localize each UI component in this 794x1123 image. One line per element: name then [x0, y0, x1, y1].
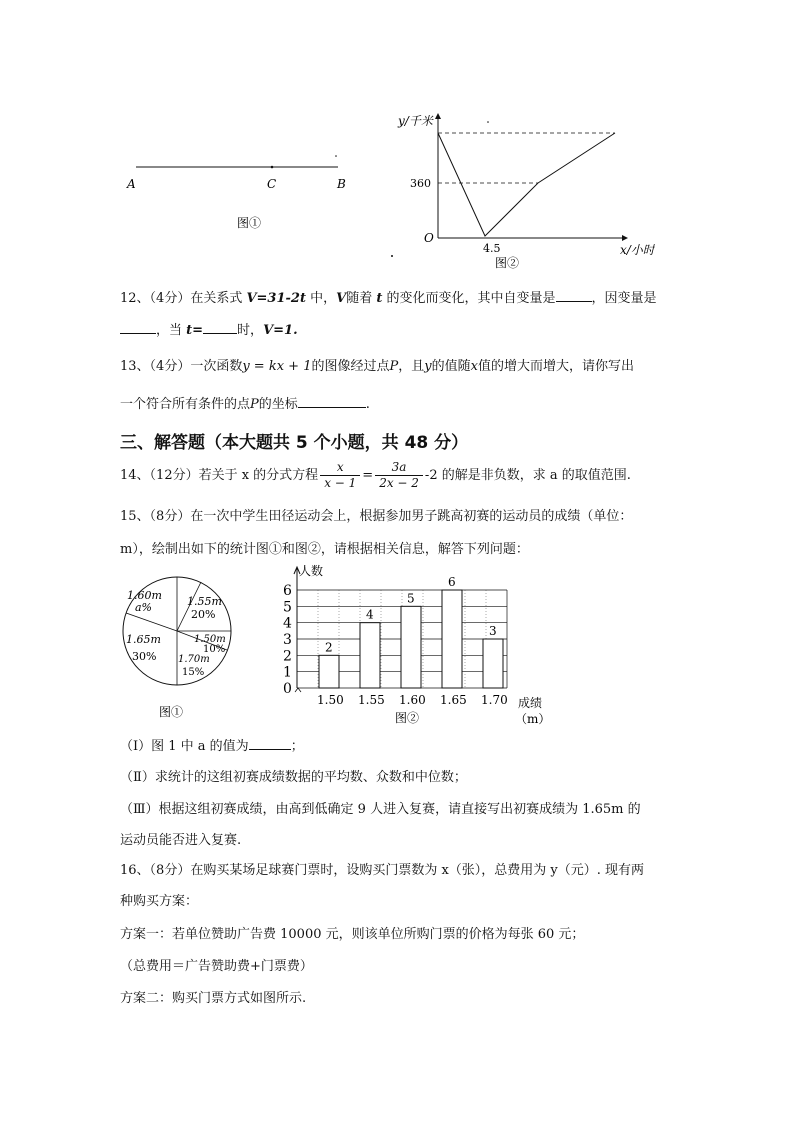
distance-curve — [438, 133, 615, 236]
bar-1.60 — [401, 606, 421, 688]
origin-label: O — [424, 231, 434, 245]
x-tick-1.50: 1.50 — [317, 693, 344, 707]
q16-plan-1: 方案一：若单位赞助广告费 10000 元，则该单位所购门票的价格为每张 60 元； — [120, 927, 585, 942]
label-c: C — [267, 177, 277, 191]
bar-caption: 图② — [395, 711, 420, 725]
q12-t: t — [376, 291, 383, 306]
x-tick-1.60: 1.60 — [399, 693, 426, 707]
bar-labels — [283, 575, 508, 707]
point-b-mark — [335, 155, 337, 157]
q14-frac2-den: 2x − 2 — [379, 476, 419, 490]
pie-label-165: 1.65m — [126, 633, 161, 646]
q13-line-1 — [120, 358, 634, 376]
y-tick-4: 4 — [283, 615, 292, 632]
x-tick-1.70: 1.70 — [481, 693, 508, 707]
q12-blank-1[interactable] — [556, 289, 592, 302]
bar-xunit: （m） — [515, 712, 551, 726]
q12-text6: 时， — [237, 323, 264, 338]
bar-1.65 — [442, 590, 462, 688]
pie-caption: 图① — [159, 705, 184, 719]
q13-p: P — [389, 359, 399, 374]
q15-blank-a[interactable] — [249, 737, 291, 750]
q12-line-1 — [120, 289, 657, 308]
y-tick-6: 6 — [283, 583, 292, 599]
q14-prefix: 14、（12分）若关于 x 的分式方程 — [120, 468, 319, 483]
figure-1-segment — [120, 150, 360, 245]
q14-frac1-num: x — [320, 460, 360, 476]
q13-y: y — [424, 359, 432, 374]
q13-line2-p: P — [250, 397, 259, 412]
stray-dot-2 — [391, 255, 393, 257]
section-3-title: 三、解答题（本大题共 5 个小题，共 48 分） — [120, 433, 469, 453]
q16-plan-1-note: （总费用＝广告赞助费+门票费） — [120, 959, 313, 974]
q15-part-3-line-1: （Ⅲ）根据这组初赛成绩，由高到低确定 9 人进入复赛，请直接写出初赛成绩为 1.65m 的 — [120, 802, 641, 817]
pie-label-150: 1.50m — [194, 634, 226, 645]
y-tick-2: 2 — [283, 648, 292, 665]
pie-label-160: 1.60m — [127, 589, 162, 602]
q12-text3: 的变化而变化，其中自变量是 — [382, 291, 556, 306]
y-axis-label: y/千米 — [398, 114, 433, 128]
q15-part-2: （Ⅱ）求统计的这组初赛成绩数据的平均数、众数和中位数； — [120, 770, 467, 785]
y-tick-1: 1 — [283, 664, 292, 681]
figure-1-caption: 图① — [237, 216, 262, 230]
q14-tail: -2 的解是非负数，求 a 的取值范围. — [424, 468, 631, 483]
x-tick-1.65: 1.65 — [440, 693, 467, 707]
pie-chart — [115, 575, 245, 725]
figure-2-caption: 图② — [495, 256, 520, 270]
bar-value-1.50: 2 — [325, 640, 333, 655]
q15-line-2: m），绘制出如下的统计图①和图②，请根据相关信息，解答下列问题： — [120, 542, 529, 557]
label-a: A — [127, 177, 136, 191]
pie-divider-4 — [126, 613, 177, 631]
q15-part1-a: （Ⅰ）图 1 中 a 的值为 — [120, 739, 249, 754]
q14-fraction-2 — [375, 460, 423, 491]
q14-frac1-den: x − 1 — [324, 476, 357, 490]
q12-formula: V=31-2t — [246, 291, 306, 306]
figure-2-graph — [385, 108, 655, 273]
x-tick-1.55: 1.55 — [358, 693, 385, 707]
q12-t-eq: t= — [186, 323, 204, 338]
q12-text2: 随着 — [346, 291, 377, 306]
y-tick-360: 360 — [410, 177, 431, 190]
q12-text4: ，因变量是 — [591, 291, 657, 306]
q13-text3: 的值随 — [431, 359, 471, 374]
pie-label-170: 1.70m — [178, 654, 210, 665]
q14-frac2-num: 3a — [375, 460, 423, 476]
bar-1.50 — [319, 655, 339, 688]
q13-line2-b: 的坐标 — [258, 397, 298, 412]
pie-pct-10: 10% — [203, 644, 226, 655]
q14-fraction-1 — [320, 460, 360, 491]
pie-pct-30: 30% — [132, 650, 157, 663]
q16-line-1: 16、（8分）在购买某场足球赛门票时，设购买门票数为 x（张），总费用为 y（元）. 现有两 — [120, 863, 645, 878]
q15-part1-b: ； — [290, 739, 304, 754]
y-tick-5: 5 — [283, 599, 292, 616]
q12-blank-3[interactable] — [203, 321, 237, 334]
q15-part-1 — [120, 737, 304, 756]
stray-dot — [487, 121, 489, 123]
q16-line-2: 种购买方案： — [120, 894, 199, 909]
bar-value-1.70: 3 — [489, 624, 497, 638]
x-axis-label: x/小时 — [620, 243, 655, 257]
bar-value-1.65: 6 — [448, 575, 456, 589]
pie-pct-20: 20% — [191, 608, 216, 621]
bar-1.70 — [483, 639, 503, 688]
q13-text2: ，且 — [398, 359, 425, 374]
q13-prefix: 13、（4分）一次函数 — [120, 359, 243, 374]
pie-pct-15: 15% — [182, 667, 205, 678]
x-tick-45: 4.5 — [483, 242, 501, 255]
bar-1.55 — [360, 623, 380, 688]
q13-line2-end: . — [365, 397, 370, 412]
q12-middle: 中， — [305, 291, 337, 306]
axis-break — [295, 688, 301, 692]
q14-eq: = — [362, 468, 374, 483]
bar-chart — [275, 560, 560, 730]
bar-ylabel: 人数 — [299, 564, 324, 578]
q15-line-1: 15、（8分）在一次中学生田径运动会上，根据参加男子跳高初赛的运动员的成绩（单位： — [120, 509, 633, 524]
q12-v: V — [336, 291, 347, 306]
bar-value-1.55: 4 — [366, 607, 374, 622]
q13-line-2 — [120, 395, 370, 414]
q15-part-3-line-2: 运动员能否进入复赛. — [120, 833, 242, 848]
q13-text1: 的图像经过点 — [311, 359, 390, 374]
q12-v-eq: V=1. — [263, 323, 298, 338]
y-tick-0: 0 — [283, 681, 292, 697]
y-tick-3: 3 — [283, 632, 292, 648]
q12-text5: ，当 — [156, 323, 187, 338]
q13-x: x — [470, 359, 478, 374]
q13-line2-a: 一个符合所有条件的点 — [120, 397, 251, 412]
q14-line — [120, 460, 631, 491]
q13-text4: 值的增大而增大，请你写出 — [477, 359, 634, 374]
pie-label-155: 1.55m — [187, 595, 222, 608]
q12-line-2 — [120, 321, 298, 340]
q13-func: y = kx + 1 — [242, 359, 312, 374]
bar-xlabel: 成绩 — [518, 696, 543, 710]
pie-pct-a: a% — [135, 601, 153, 614]
q12-prefix: 12、（4分）在关系式 — [120, 291, 247, 306]
q16-plan-2: 方案二：购买门票方式如图所示. — [120, 991, 307, 1006]
label-b: B — [337, 177, 346, 191]
bar-value-1.60: 5 — [407, 591, 415, 606]
q12-blank-2[interactable] — [120, 321, 156, 334]
point-c-dot — [271, 166, 274, 169]
q13-blank[interactable] — [298, 395, 366, 408]
